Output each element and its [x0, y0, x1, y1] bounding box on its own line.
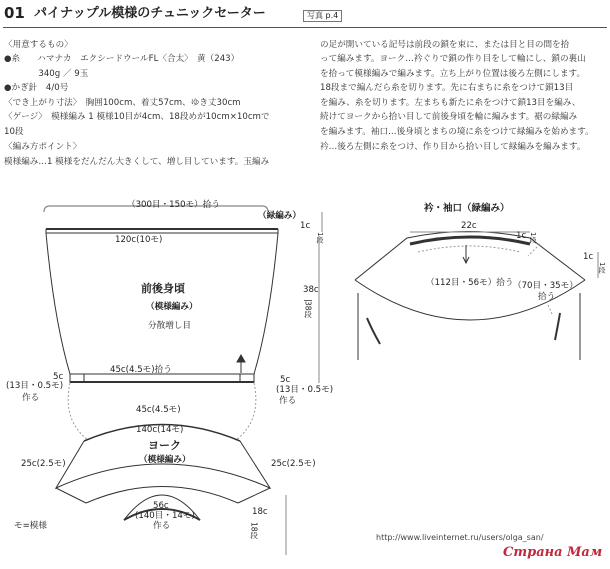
cuff-height: 1c: [583, 252, 594, 262]
neck-width: 56c: [153, 501, 169, 511]
yoke-side-left: 25c(2.5モ): [21, 459, 66, 469]
gusset-left-sts: (13目・0.5モ): [6, 381, 64, 391]
instruction-line: ●糸 ハマナカ エクシードウールFL〈合太〉 黄（243）: [4, 54, 240, 64]
collar-neck-width: 22c: [461, 221, 477, 231]
instruction-line: 〈でき上がり寸法〉 胸囲100cm、着丈57cm、ゆき丈30cm: [4, 98, 241, 108]
edging-label: （緑編み）: [258, 211, 301, 221]
increase-note: 分散増し目: [148, 321, 191, 331]
body-name: 前後身頃: [141, 282, 185, 295]
instruction-line: ●かぎ針 4/0号: [4, 83, 69, 93]
instruction-line: 10段: [4, 127, 24, 137]
yoke-height: 18c: [252, 507, 268, 517]
collar-pickup: （112目・56モ）拾う: [426, 278, 514, 288]
cuff-pickup: （70目・35モ）: [513, 281, 578, 291]
edging-height: 1c: [300, 221, 311, 231]
instruction-line: を拾って模様編みで編みます。立ち上がり位置は後ろ左側にします。: [320, 69, 586, 79]
neck-make: 作る: [153, 521, 171, 531]
neck-sts: (140目・14モ): [135, 511, 195, 521]
instruction-line: を編みます。袖口…後身頃とまちの境に糸をつけて緑編みを始めます。: [320, 127, 594, 137]
yoke-height-rows: 18段: [249, 522, 259, 540]
motif-legend: モ=模様: [14, 521, 47, 531]
instruction-line: 〈用意するもの〉: [4, 40, 73, 50]
instruction-line: 〈編み方ポイント〉: [4, 142, 82, 152]
yoke-name: ヨーク: [148, 439, 181, 452]
body-height-rows: 38段: [303, 301, 313, 319]
instruction-line: 〈ゲージ〉 模様編み 1 模様10目が4cm、18段めが10cm×10cmで: [4, 112, 270, 122]
top-pickup-label: （300目・150モ）拾う: [127, 200, 220, 210]
instruction-line: 18段まで編んだら糸を切ります。先に右まちに糸をつけて鎖13目: [320, 83, 574, 93]
gusset-right-sts: (13目・0.5モ): [276, 385, 334, 395]
body-height: 38c: [303, 285, 319, 295]
photo-reference: 写真 p.4: [303, 10, 342, 22]
cuff-rows: 1段: [598, 262, 606, 274]
body-pattern: （模様編み）: [146, 302, 198, 312]
gusset-left-make: 作る: [22, 393, 40, 403]
collar-title: 衿・袖口（緑編み）: [424, 203, 510, 214]
instruction-line: を編み、糸を切ります。左まちも新たに糸をつけて鎖13目を編み、: [320, 98, 581, 108]
instruction-line: 340g ／ 9玉: [4, 69, 89, 79]
instruction-line: 続けてヨークから拾い目して前後身頃を輪に編みます。裾の緑編み: [320, 112, 578, 122]
gusset-left: 5c: [53, 372, 64, 382]
yoke-outer-width: 140c(14モ): [136, 425, 184, 435]
yoke-side-right: 25c(2.5モ): [271, 459, 316, 469]
collar-edge-rows: 1段: [529, 232, 537, 244]
bottom-pickup: 45c(4.5モ)拾う: [110, 365, 172, 375]
top-width: 120c(10モ): [115, 235, 163, 245]
yoke-outer-top: 45c(4.5モ): [136, 405, 181, 415]
gusset-right: 5c: [280, 375, 291, 385]
instruction-line: 衿…後ろ左側に糸をつけ、作り目から拾い目して緑編みを編みます。: [320, 142, 586, 152]
cuff-pickup-2: 拾う: [538, 292, 556, 302]
yoke-pattern: （模様編み）: [139, 455, 191, 465]
instruction-line: って編みます。ヨーク…衿ぐりで鎖の作り目をして輪にし、鎖の裏山: [320, 54, 586, 64]
collar-shape: [355, 232, 598, 361]
instruction-line: 模様編み…1 模様をだんだん大きくして、増し目しています。玉編み: [4, 157, 270, 167]
watermark-brand: Страна Мам: [503, 545, 603, 560]
gusset-right-make: 作る: [279, 396, 297, 406]
pattern-title: パイナップル模様のチュニックセーター: [34, 6, 266, 21]
instruction-line: の足が開いている記号は前段の鎖を束に、または目と目の間を拾: [320, 40, 570, 50]
collar-edge-height: 1c: [516, 231, 527, 241]
pattern-number: 01: [4, 4, 25, 22]
watermark-url: http://www.liveinternet.ru/users/olga_san/: [376, 533, 544, 542]
edging-rows: 1段: [316, 232, 324, 244]
